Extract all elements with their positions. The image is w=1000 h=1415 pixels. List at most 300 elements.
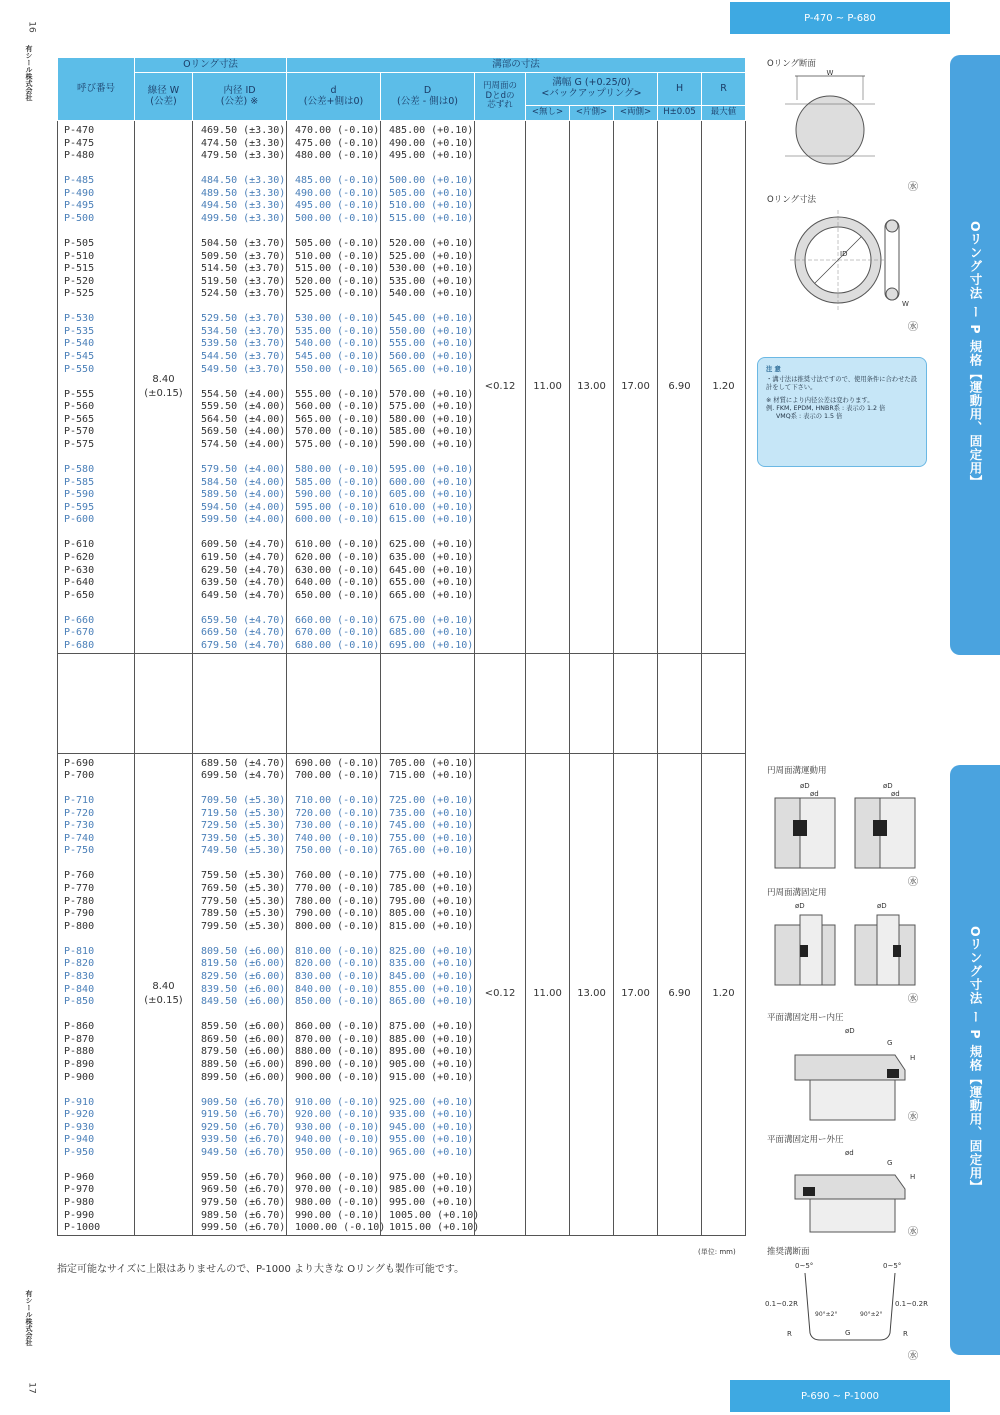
inner-diameter: 494.50 (±3.30)	[201, 200, 286, 212]
groove-width-both-cell: 17.00	[614, 121, 658, 654]
size-code: P-890	[64, 1058, 95, 1070]
d-value: 510.00 (-0.10)	[295, 250, 380, 262]
spacer	[64, 527, 134, 539]
d-value: 610.00 (-0.10)	[295, 539, 380, 551]
size-code: P-850	[64, 996, 95, 1008]
spacer	[389, 226, 474, 238]
blank-cell	[287, 653, 381, 753]
inner-diameter: 819.50 (±6.00)	[201, 958, 286, 970]
d-value: 710.00 (-0.10)	[295, 795, 380, 807]
inner-diameter: 489.50 (±3.30)	[201, 187, 286, 199]
size-code: P-545	[64, 351, 95, 363]
blank-cell	[570, 653, 614, 753]
blank-cell	[614, 653, 658, 753]
inner-diameter: 554.50 (±4.00)	[201, 388, 286, 400]
d-value: 545.00 (-0.10)	[295, 351, 380, 363]
size-code: P-780	[64, 895, 95, 907]
inner-diameter: 959.50 (±6.70)	[201, 1171, 286, 1183]
inner-diameter: 799.50 (±5.30)	[201, 920, 286, 932]
D-value: 685.00 (+0.10)	[389, 627, 474, 639]
spacer	[295, 163, 380, 175]
angle90-label: 90°±2°	[815, 1311, 838, 1318]
inner-diameter: 769.50 (±5.30)	[201, 883, 286, 895]
size-code: P-950	[64, 1146, 95, 1158]
header-g-none: <無し>	[526, 106, 570, 121]
D-value: 795.00 (+0.10)	[389, 895, 474, 907]
D-value: 885.00 (+0.10)	[389, 1033, 474, 1045]
header-oring: Oリング寸法	[135, 58, 287, 73]
inner-diameter: 889.50 (±6.00)	[201, 1058, 286, 1070]
sidebar-title: Oリング寸法 ー P 規格【運動用、固定用】	[968, 926, 983, 1194]
d-value: 540.00 (-0.10)	[295, 338, 380, 350]
inner-diameter: 859.50 (±6.00)	[201, 1021, 286, 1033]
d-value: 890.00 (-0.10)	[295, 1058, 380, 1070]
spacer	[64, 301, 134, 313]
inner-diameter: 609.50 (±4.70)	[201, 539, 286, 551]
D-value: 495.00 (+0.10)	[389, 150, 474, 162]
size-code: P-470	[64, 125, 95, 136]
inner-diameter: 549.50 (±3.70)	[201, 363, 286, 375]
spacer	[295, 301, 380, 313]
spacer	[295, 933, 380, 945]
groove-width-none-cell: 11.00	[526, 753, 570, 1235]
h-label: H	[910, 1173, 916, 1181]
spacer	[389, 301, 474, 313]
wire-diameter-cell: 8.40 (±0.15)	[135, 121, 193, 654]
D-value: 655.00 (+0.10)	[389, 577, 474, 589]
d-value: 670.00 (-0.10)	[295, 627, 380, 639]
blank-cell	[475, 653, 526, 753]
size-code: P-730	[64, 820, 95, 832]
inner-diameter: 829.50 (±6.00)	[201, 971, 286, 982]
h-cell: 6.90	[658, 753, 702, 1235]
page-number-top: 16	[26, 21, 37, 33]
d-value: 1000.00 (-0.10)	[295, 1222, 386, 1234]
d-value: 870.00 (-0.10)	[295, 1033, 380, 1045]
d-cell	[287, 121, 381, 654]
spacer	[64, 452, 134, 464]
mark-symbol: ㊌	[908, 1112, 918, 1123]
mark-symbol: ㊌	[908, 1227, 918, 1238]
flat-inner-drawing	[775, 1025, 925, 1125]
radius-label: 0.1~0.2R	[895, 1300, 928, 1308]
inner-diameter: 729.50 (±5.30)	[201, 820, 286, 832]
blank-cell	[381, 653, 475, 753]
inner-diameter: 969.50 (±6.70)	[201, 1184, 286, 1196]
r-cell: 1.20	[702, 753, 746, 1235]
inner-diameter: 929.50 (±6.70)	[201, 1121, 286, 1133]
D-value: 775.00 (+0.10)	[389, 870, 474, 882]
mark-symbol: ㊌	[908, 1351, 918, 1362]
size-code: P-980	[64, 1197, 95, 1209]
d-value: 960.00 (-0.10)	[295, 1171, 380, 1183]
d-value: 620.00 (-0.10)	[295, 551, 380, 563]
size-code: P-490	[64, 187, 95, 199]
header-h-tol: H±0.05	[658, 106, 702, 121]
r-cell: 1.20	[702, 121, 746, 654]
h-cell: 6.90	[658, 121, 702, 654]
d-value: 485.00 (-0.10)	[295, 175, 380, 187]
phiD-label: øD	[883, 782, 893, 790]
size-code: P-970	[64, 1184, 95, 1196]
spacer	[201, 933, 286, 945]
D-cell	[381, 753, 480, 1235]
size-code: P-600	[64, 514, 95, 526]
d-value: 550.00 (-0.10)	[295, 363, 380, 375]
inner-diameter: 909.50 (±6.70)	[201, 1096, 286, 1108]
inner-diameter: 469.50 (±3.30)	[201, 125, 286, 136]
section-label: Oリング断面	[767, 59, 817, 69]
id-label: ID	[840, 250, 848, 258]
d-value: 790.00 (-0.10)	[295, 908, 380, 920]
inner-diameter: 484.50 (±3.30)	[201, 175, 286, 187]
inner-diameter: 534.50 (±3.70)	[201, 325, 286, 337]
size-code: P-610	[64, 539, 95, 551]
size-code: P-820	[64, 958, 95, 970]
size-code: P-560	[64, 401, 95, 413]
d-value: 720.00 (-0.10)	[295, 807, 380, 819]
spacer	[64, 858, 134, 870]
inner-diameter: 564.50 (±4.00)	[201, 413, 286, 425]
size-code: P-990	[64, 1209, 95, 1221]
groove-width-one-cell: 13.00	[570, 753, 614, 1235]
size-code: P-505	[64, 237, 95, 249]
header-id: 内径 ID (公差) ※	[193, 73, 287, 121]
inner-diameter: 539.50 (±3.70)	[201, 338, 286, 350]
d-value: 680.00 (-0.10)	[295, 639, 380, 651]
spacer	[201, 452, 286, 464]
D-value: 615.00 (+0.10)	[389, 514, 474, 526]
inner-diameter: 529.50 (±3.70)	[201, 313, 286, 325]
eccentricity-cell: <0.12	[475, 121, 526, 654]
r-label: R	[903, 1330, 908, 1338]
D-value: 665.00 (+0.10)	[389, 589, 474, 601]
spacer	[64, 783, 134, 795]
inner-diameter: 509.50 (±3.70)	[201, 250, 286, 262]
d-value: 840.00 (-0.10)	[295, 983, 380, 995]
spacer	[389, 1009, 474, 1021]
blank-cell	[702, 653, 746, 753]
size-code: P-800	[64, 920, 95, 932]
D-value: 705.00 (+0.10)	[389, 757, 474, 769]
spacer	[295, 452, 380, 464]
D-value: 985.00 (+0.10)	[389, 1184, 474, 1196]
d-value: 910.00 (-0.10)	[295, 1096, 380, 1108]
D-value: 1015.00 (+0.10)	[389, 1222, 480, 1234]
size-code: P-590	[64, 489, 95, 501]
oring-size-drawing	[790, 210, 920, 320]
D-value: 545.00 (+0.10)	[389, 313, 474, 325]
D-value: 865.00 (+0.10)	[389, 996, 474, 1008]
spacer	[201, 527, 286, 539]
d-value: 700.00 (-0.10)	[295, 770, 380, 782]
inner-diameter: 499.50 (±3.30)	[201, 212, 286, 224]
spacer	[389, 376, 474, 388]
spacer	[201, 163, 286, 175]
d-value: 900.00 (-0.10)	[295, 1071, 380, 1083]
size-label: Oリング寸法	[767, 195, 817, 205]
d-value: 520.00 (-0.10)	[295, 275, 380, 287]
unit-label: (単位: mm)	[698, 1248, 736, 1256]
D-value: 575.00 (+0.10)	[389, 401, 474, 413]
flat-outer-label: 平面溝固定用ー外圧	[767, 1135, 844, 1145]
inner-diameter: 919.50 (±6.70)	[201, 1109, 286, 1121]
D-value: 945.00 (+0.10)	[389, 1121, 474, 1133]
group-row	[58, 753, 746, 1235]
D-value: 510.00 (+0.10)	[389, 200, 474, 212]
D-value: 915.00 (+0.10)	[389, 1071, 474, 1083]
size-code: P-750	[64, 845, 95, 857]
D-value: 635.00 (+0.10)	[389, 551, 474, 563]
angle-label: 0~5°	[795, 1262, 814, 1270]
inner-diameter: 514.50 (±3.70)	[201, 263, 286, 275]
spacer	[201, 783, 286, 795]
size-code: P-790	[64, 908, 95, 920]
d-cell	[287, 753, 386, 1235]
D-value: 530.00 (+0.10)	[389, 263, 474, 275]
name-cell	[58, 753, 135, 1235]
header-wire: 線径 W (公差)	[135, 73, 193, 121]
spacer	[201, 376, 286, 388]
size-code: P-595	[64, 501, 95, 513]
header-name: 呼び番号	[58, 58, 135, 121]
size-code: P-870	[64, 1033, 95, 1045]
size-code: P-880	[64, 1046, 95, 1058]
size-code: P-690	[64, 757, 95, 769]
inner-diameter: 699.50 (±4.70)	[201, 770, 286, 782]
phiD-label: øD	[800, 782, 810, 790]
d-value: 530.00 (-0.10)	[295, 313, 380, 325]
size-code: P-565	[64, 413, 95, 425]
size-code: P-510	[64, 250, 95, 262]
sidebar-title: Oリング寸法 ー P 規格【運動用、固定用】	[968, 221, 983, 489]
D-value: 825.00 (+0.10)	[389, 945, 474, 957]
spacer	[295, 226, 380, 238]
mark-symbol: ㊌	[908, 322, 918, 333]
phid-label: ød	[845, 1149, 854, 1157]
spacer	[389, 527, 474, 539]
D-value: 570.00 (+0.10)	[389, 388, 474, 400]
spacer	[295, 527, 380, 539]
inner-diameter: 619.50 (±4.70)	[201, 551, 286, 563]
inner-diameter: 639.50 (±4.70)	[201, 577, 286, 589]
spacer	[64, 376, 134, 388]
spacer	[201, 301, 286, 313]
D-value: 515.00 (+0.10)	[389, 212, 474, 224]
D-value: 675.00 (+0.10)	[389, 614, 474, 626]
size-code: P-525	[64, 288, 95, 300]
angle-label: 0~5°	[883, 1262, 902, 1270]
D-value: 835.00 (+0.10)	[389, 958, 474, 970]
blank-cell	[526, 653, 570, 753]
inner-diameter: 579.50 (±4.00)	[201, 464, 286, 476]
size-code: P-700	[64, 770, 95, 782]
D-value: 895.00 (+0.10)	[389, 1046, 474, 1058]
blank-cell	[135, 653, 193, 753]
inner-diameter: 659.50 (±4.70)	[201, 614, 286, 626]
range-banner-bottom: P-690 ~ P-1000	[730, 1380, 950, 1412]
blank-row	[58, 653, 746, 753]
size-code: P-760	[64, 870, 95, 882]
size-code: P-630	[64, 564, 95, 576]
sidebar-tab-top	[950, 55, 1000, 655]
inner-diameter: 559.50 (±4.00)	[201, 401, 286, 413]
d-value: 470.00 (-0.10)	[295, 125, 380, 136]
note-line: ※ 材質により内径公差は変わります。	[766, 396, 874, 404]
spacer	[295, 783, 380, 795]
size-code: P-575	[64, 439, 95, 451]
mark-symbol: ㊌	[908, 994, 918, 1005]
spacer	[389, 452, 474, 464]
D-value: 925.00 (+0.10)	[389, 1096, 474, 1108]
size-code: P-810	[64, 945, 95, 957]
size-code: P-740	[64, 832, 95, 844]
size-code: P-640	[64, 577, 95, 589]
size-code: P-900	[64, 1071, 95, 1083]
D-value: 500.00 (+0.10)	[389, 175, 474, 187]
D-value: 505.00 (+0.10)	[389, 187, 474, 199]
D-value: 605.00 (+0.10)	[389, 489, 474, 501]
header-groove-width: 溝幅 G (+0.25/0) <バックアップリング>	[526, 73, 658, 106]
d-value: 515.00 (-0.10)	[295, 263, 380, 275]
spacer	[389, 933, 474, 945]
d-value: 580.00 (-0.10)	[295, 464, 380, 476]
D-value: 550.00 (+0.10)	[389, 325, 474, 337]
inner-diameter: 759.50 (±5.30)	[201, 870, 286, 882]
size-code: P-515	[64, 263, 95, 275]
phiD-label: øD	[877, 902, 887, 910]
header-groove: 溝部の寸法	[287, 58, 746, 73]
blank-cell	[658, 653, 702, 753]
d-value: 830.00 (-0.10)	[295, 971, 380, 982]
inner-diameter: 679.50 (±4.70)	[201, 639, 286, 651]
inner-diameter: 879.50 (±6.00)	[201, 1046, 286, 1058]
d-value: 940.00 (-0.10)	[295, 1134, 380, 1146]
spacer	[64, 933, 134, 945]
D-value: 855.00 (+0.10)	[389, 983, 474, 995]
groove-width-none-cell: 11.00	[526, 121, 570, 654]
size-code: P-555	[64, 388, 95, 400]
g-label: G	[887, 1159, 893, 1167]
spacer	[201, 1160, 286, 1172]
header-r: R	[702, 73, 746, 106]
header-eccentricity: 円周面の Dとdの 芯ずれ	[475, 73, 526, 121]
phiD-label: øD	[795, 902, 805, 910]
size-code: P-770	[64, 883, 95, 895]
fixed-groove-drawing	[765, 900, 935, 990]
D-value: 875.00 (+0.10)	[389, 1021, 474, 1033]
size-code: P-620	[64, 551, 95, 563]
g-label: G	[845, 1329, 851, 1337]
d-value: 640.00 (-0.10)	[295, 577, 380, 589]
size-code: P-500	[64, 212, 95, 224]
D-value: 540.00 (+0.10)	[389, 288, 474, 300]
d-value: 990.00 (-0.10)	[295, 1209, 380, 1221]
fixed-label: 円周面溝固定用	[767, 888, 827, 898]
angle90-label: 90°±2°	[860, 1311, 883, 1318]
flat-outer-drawing	[775, 1147, 925, 1237]
d-value: 535.00 (-0.10)	[295, 325, 380, 337]
size-code: P-940	[64, 1134, 95, 1146]
spacer	[389, 783, 474, 795]
wire-diameter-cell: 8.40 (±0.15)	[135, 753, 193, 1235]
size-code: P-660	[64, 614, 95, 626]
inner-diameter: 689.50 (±4.70)	[201, 757, 286, 769]
inner-diameter-cell	[193, 753, 287, 1235]
spacer	[389, 163, 474, 175]
inner-diameter: 544.50 (±3.70)	[201, 351, 286, 363]
D-value: 520.00 (+0.10)	[389, 237, 474, 249]
spacer	[295, 1160, 380, 1172]
r-label: R	[787, 1330, 792, 1338]
blank-cell	[193, 653, 287, 753]
size-code: P-480	[64, 150, 95, 162]
name-cell	[58, 121, 135, 654]
sidebar-tab-bottom	[950, 765, 1000, 1355]
d-value: 660.00 (-0.10)	[295, 614, 380, 626]
mark-symbol: ㊌	[908, 182, 918, 193]
range-banner-top: P-470 ~ P-680	[730, 2, 950, 34]
inner-diameter: 789.50 (±5.30)	[201, 908, 286, 920]
size-code: P-860	[64, 1021, 95, 1033]
inner-diameter: 709.50 (±5.30)	[201, 795, 286, 807]
D-value: 785.00 (+0.10)	[389, 883, 474, 895]
d-value: 495.00 (-0.10)	[295, 200, 380, 212]
inner-diameter: 599.50 (±4.00)	[201, 514, 286, 526]
header-g-one: <片側>	[570, 106, 614, 121]
phid-label: ød	[810, 790, 819, 798]
header-D: D (公差 - 側は0)	[381, 73, 475, 121]
d-value: 970.00 (-0.10)	[295, 1184, 380, 1196]
inner-diameter: 584.50 (±4.00)	[201, 476, 286, 488]
size-code: P-585	[64, 476, 95, 488]
spacer	[295, 376, 380, 388]
D-value: 725.00 (+0.10)	[389, 795, 474, 807]
inner-diameter: 519.50 (±3.70)	[201, 275, 286, 287]
spacer	[201, 226, 286, 238]
header-r-max: 最大値	[702, 106, 746, 121]
size-code: P-670	[64, 627, 95, 639]
company-logo-top: 有シール株式会社	[25, 45, 33, 101]
d-value: 780.00 (-0.10)	[295, 895, 380, 907]
D-value: 645.00 (+0.10)	[389, 564, 474, 576]
D-value: 805.00 (+0.10)	[389, 908, 474, 920]
D-value: 600.00 (+0.10)	[389, 476, 474, 488]
d-value: 480.00 (-0.10)	[295, 150, 380, 162]
inner-diameter: 779.50 (±5.30)	[201, 895, 286, 907]
d-value: 770.00 (-0.10)	[295, 883, 380, 895]
header-h: H	[658, 73, 702, 106]
size-code: P-570	[64, 426, 95, 438]
spacer	[201, 602, 286, 614]
d-value: 950.00 (-0.10)	[295, 1146, 380, 1158]
d-value: 850.00 (-0.10)	[295, 996, 380, 1008]
inner-diameter: 574.50 (±4.00)	[201, 439, 286, 451]
D-value: 555.00 (+0.10)	[389, 338, 474, 350]
size-code: P-495	[64, 200, 95, 212]
size-code: P-1000	[64, 1222, 101, 1234]
d-value: 880.00 (-0.10)	[295, 1046, 380, 1058]
page-number-bottom: 17	[26, 1382, 37, 1394]
size-code: P-960	[64, 1171, 95, 1183]
D-value: 585.00 (+0.10)	[389, 426, 474, 438]
d-value: 980.00 (-0.10)	[295, 1197, 380, 1209]
d-value: 595.00 (-0.10)	[295, 501, 380, 513]
D-cell	[381, 121, 475, 654]
D-value: 565.00 (+0.10)	[389, 363, 474, 375]
size-code: P-680	[64, 639, 95, 651]
D-value: 535.00 (+0.10)	[389, 275, 474, 287]
